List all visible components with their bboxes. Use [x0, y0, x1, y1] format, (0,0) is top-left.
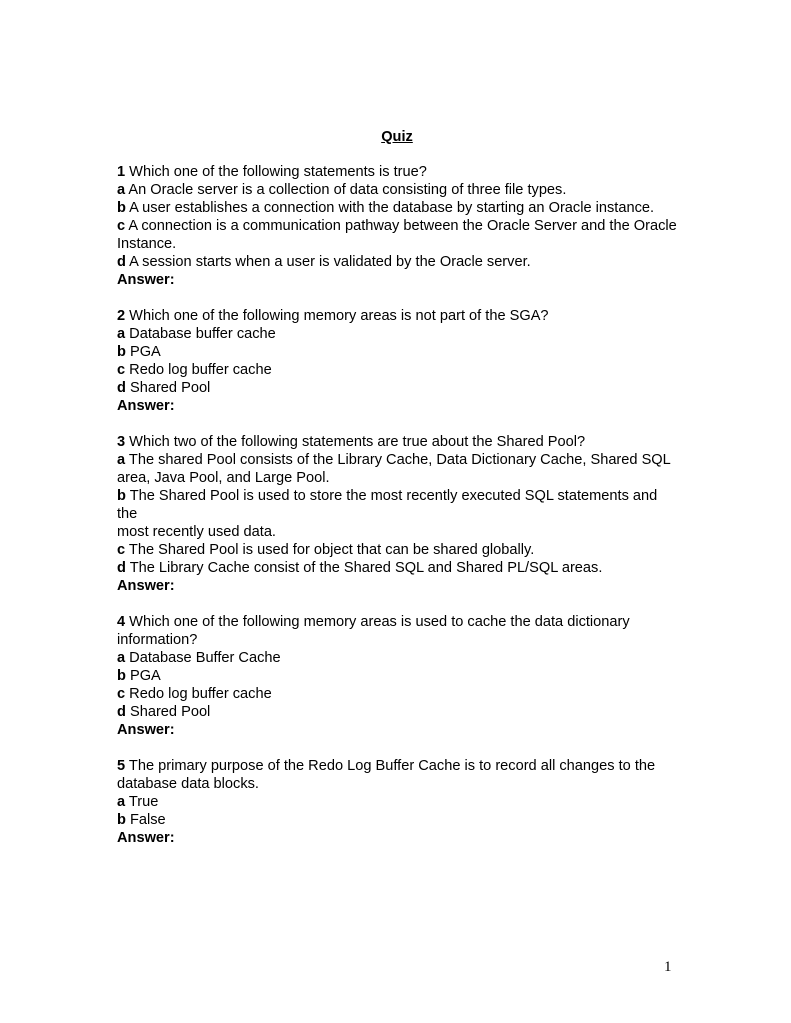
question-4 [117, 613, 677, 739]
answer-option [117, 523, 677, 541]
option-label: c [117, 362, 126, 378]
answer-option [117, 649, 677, 667]
option-label: b [117, 812, 126, 828]
option-label: b [117, 344, 126, 360]
line-text: An Oracle server is a collection of data consisting of three file types. [125, 182, 567, 198]
line-text: Shared Pool [125, 380, 211, 396]
answer-option [117, 559, 677, 577]
option-label: a [117, 326, 126, 342]
line-text: The shared Pool consists of the Library Cache, Data Dictionary Cache, Shared SQL [125, 452, 671, 468]
option-label: d [117, 560, 126, 576]
answer-option [117, 469, 677, 487]
option-label: d [117, 380, 126, 396]
question-2 [117, 307, 677, 415]
line-text: Which two of the following statements are true about the Shared Pool? [125, 434, 586, 450]
line-text: Shared Pool [125, 704, 211, 720]
line-text: A user establishes a connection with the database by starting an Oracle instance. [125, 200, 655, 216]
answer-option [117, 343, 677, 361]
answer-option [117, 325, 677, 343]
option-label: a [117, 452, 126, 468]
option-label: b [117, 668, 126, 684]
line-text: PGA [125, 344, 161, 360]
option-label: a [117, 650, 126, 666]
line-text: Which one of the following memory areas is not part of the SGA? [125, 308, 549, 324]
line-text: PGA [125, 668, 161, 684]
line-text: most recently used data. [117, 524, 276, 540]
answer-option [117, 253, 677, 271]
line-text: True [125, 794, 159, 810]
answer-label: Answer: [117, 272, 175, 288]
answer-option [117, 199, 677, 217]
answer-option [117, 685, 677, 703]
question-3 [117, 433, 677, 595]
line-text: Redo log buffer cache [125, 686, 272, 702]
question-number: 1 [117, 164, 126, 180]
answer-option [117, 217, 677, 253]
option-label: b [117, 488, 126, 504]
line-text: area, Java Pool, and Large Pool. [117, 470, 330, 486]
answer-option [117, 541, 677, 559]
line-text: Database buffer cache [125, 326, 276, 342]
question-5 [117, 757, 677, 847]
answer-label: Answer: [117, 398, 175, 414]
question-number: 3 [117, 434, 126, 450]
line-text: The Shared Pool is used for object that can be shared globally. [125, 542, 535, 558]
answer-option [117, 793, 677, 811]
question-text [117, 163, 677, 181]
answer-option [117, 667, 677, 685]
option-label: a [117, 794, 126, 810]
answer-option [117, 379, 677, 397]
answer-option [117, 361, 677, 379]
question-number: 5 [117, 758, 126, 774]
option-label: b [117, 200, 126, 216]
option-label: d [117, 254, 126, 270]
question-number: 2 [117, 308, 126, 324]
option-label: c [117, 542, 126, 558]
answer-option [117, 487, 677, 523]
option-label: c [117, 686, 126, 702]
line-text: False [125, 812, 166, 828]
question-text [117, 307, 677, 325]
option-label: a [117, 182, 126, 198]
answer-label: Answer: [117, 578, 175, 594]
answer-label: Answer: [117, 830, 175, 846]
line-text: The Shared Pool is used to store the most recently executed SQL statements and the [117, 488, 658, 522]
answer-option [117, 451, 677, 469]
question-number: 4 [117, 614, 126, 630]
question-text [117, 757, 677, 793]
line-text: Which one of the following memory areas is used to cache the data dictionary information? [117, 614, 630, 648]
question-text [117, 613, 677, 649]
page-number: 1 [664, 959, 672, 975]
question-list [117, 163, 677, 847]
page-title: Quiz [381, 129, 413, 145]
line-text: The primary purpose of the Redo Log Buffer Cache is to record all changes to the database data blocks. [117, 758, 656, 792]
answer-option [117, 181, 677, 199]
line-text: Redo log buffer cache [125, 362, 272, 378]
option-label: d [117, 704, 126, 720]
option-label: c [117, 218, 126, 234]
question-text [117, 433, 677, 451]
question-1 [117, 163, 677, 289]
answer-label: Answer: [117, 722, 175, 738]
answer-option [117, 811, 677, 829]
line-text: Database Buffer Cache [125, 650, 281, 666]
line-text: A session starts when a user is validated by the Oracle server. [125, 254, 531, 270]
line-text: A connection is a communication pathway between the Oracle Server and the Oracle Instance. [117, 218, 677, 252]
answer-option [117, 703, 677, 721]
line-text: The Library Cache consist of the Shared SQL and Shared PL/SQL areas. [125, 560, 603, 576]
line-text: Which one of the following statements is true? [125, 164, 427, 180]
document-page [117, 128, 677, 865]
